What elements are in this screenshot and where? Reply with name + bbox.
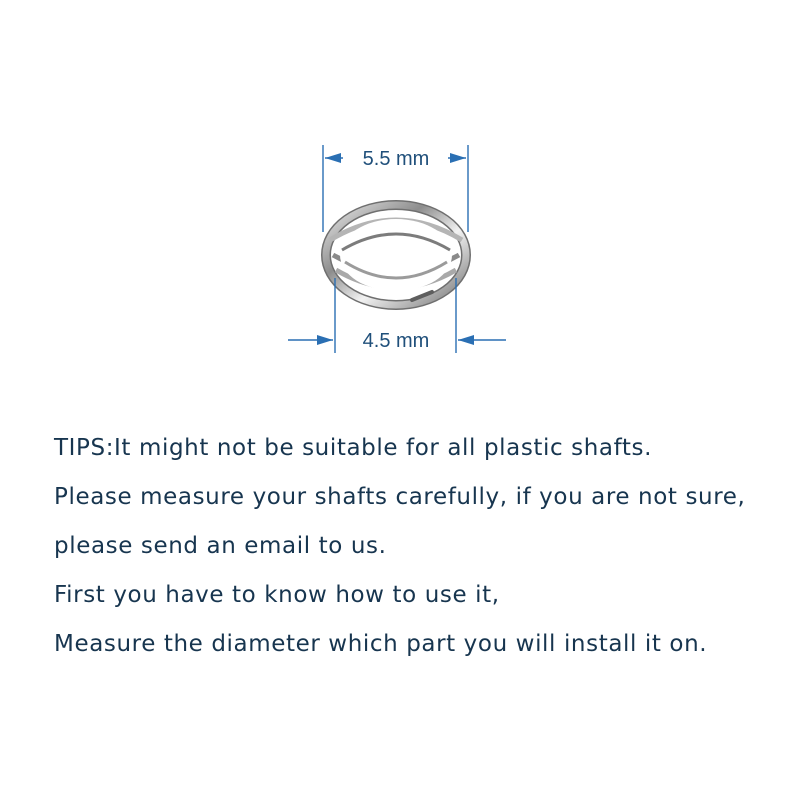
tips-line: Please measure your shafts carefully, if you are not sure, [54,484,746,510]
outer-left-arrow-icon [325,153,341,163]
tips-line: TIPS:It might not be suitable for all plastic shafts. [54,435,653,461]
tips-text-block [54,424,794,669]
inner-right-arrow-icon [458,335,474,345]
outer-dimension-label: 5.5 mm [362,148,430,170]
tips-line: First you have to know how to use it, [54,582,500,608]
split-ring-image [326,205,466,305]
tips-line: Measure the diameter which part you will install it on. [54,631,708,657]
ring-hole [340,219,452,291]
inner-dimension-label: 4.5 mm [362,330,430,352]
tips-line: please send an email to us. [54,533,387,559]
outer-right-arrow-icon [450,153,466,163]
inner-left-arrow-icon [317,335,333,345]
